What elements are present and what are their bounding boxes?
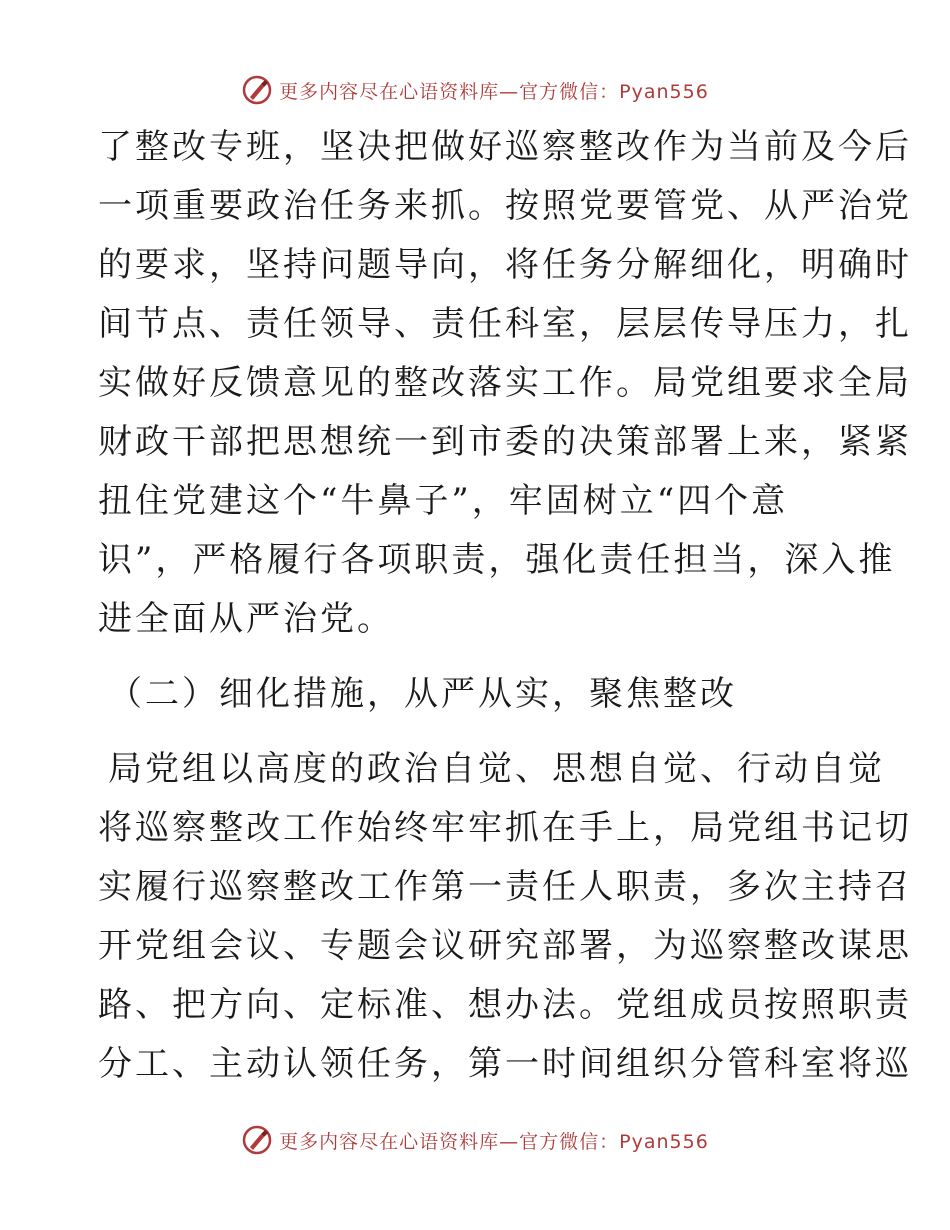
paragraph-line: 实做好反馈意见的整改落实工作。局党组要求全局	[98, 363, 912, 403]
paragraph-line: 财政干部把思想统一到市委的决策部署上来，紧紧	[98, 422, 912, 462]
header-banner-text: 更多内容尽在心语资料库—官方微信：Pyan556	[279, 80, 709, 103]
document-body	[98, 118, 912, 1094]
paragraph-line: 了整改专班，坚决把做好巡察整改作为当前及今后	[98, 127, 912, 167]
paragraph-line: 进全面从严治党。	[98, 599, 394, 639]
header-banner	[0, 70, 950, 110]
paragraph-line: 路、把方向、定标准、想办法。党组成员按照职责	[98, 985, 912, 1025]
paragraph-line: 局党组以高度的政治自觉、思想自觉、行动自觉	[108, 749, 885, 789]
paragraph-line: 扭住党建这个“牛鼻子”，牢固树立“四个意	[98, 481, 789, 521]
paragraph-line: 识”，严格履行各项职责，强化责任担当，深入推	[98, 540, 896, 580]
section-heading: （二）细化措施，从严从实，聚焦整改	[108, 674, 737, 714]
footer-banner-text: 更多内容尽在心语资料库—官方微信：Pyan556	[279, 1130, 709, 1153]
footer-banner	[0, 1120, 950, 1160]
paragraph-line: 开党组会议、专题会议研究部署，为巡察整改谋思	[98, 926, 912, 966]
paragraph-1	[98, 118, 912, 649]
paragraph-line: 的要求，坚持问题导向，将任务分解细化，明确时	[98, 245, 912, 285]
paragraph-line: 分工、主动认领任务，第一时间组织分管科室将巡	[98, 1044, 912, 1084]
pen-logo-icon	[241, 74, 273, 106]
paragraph-line: 将巡察整改工作始终牢牢抓在手上，局党组书记切	[98, 808, 912, 848]
paragraph-2	[98, 740, 912, 1094]
pen-logo-icon	[241, 1124, 273, 1156]
paragraph-line: 实履行巡察整改工作第一责任人职责，多次主持召	[98, 867, 912, 907]
paragraph-line: 一项重要政治任务来抓。按照党要管党、从严治党	[98, 186, 912, 226]
paragraph-line: 间节点、责任领导、责任科室，层层传导压力，扎	[98, 304, 912, 344]
